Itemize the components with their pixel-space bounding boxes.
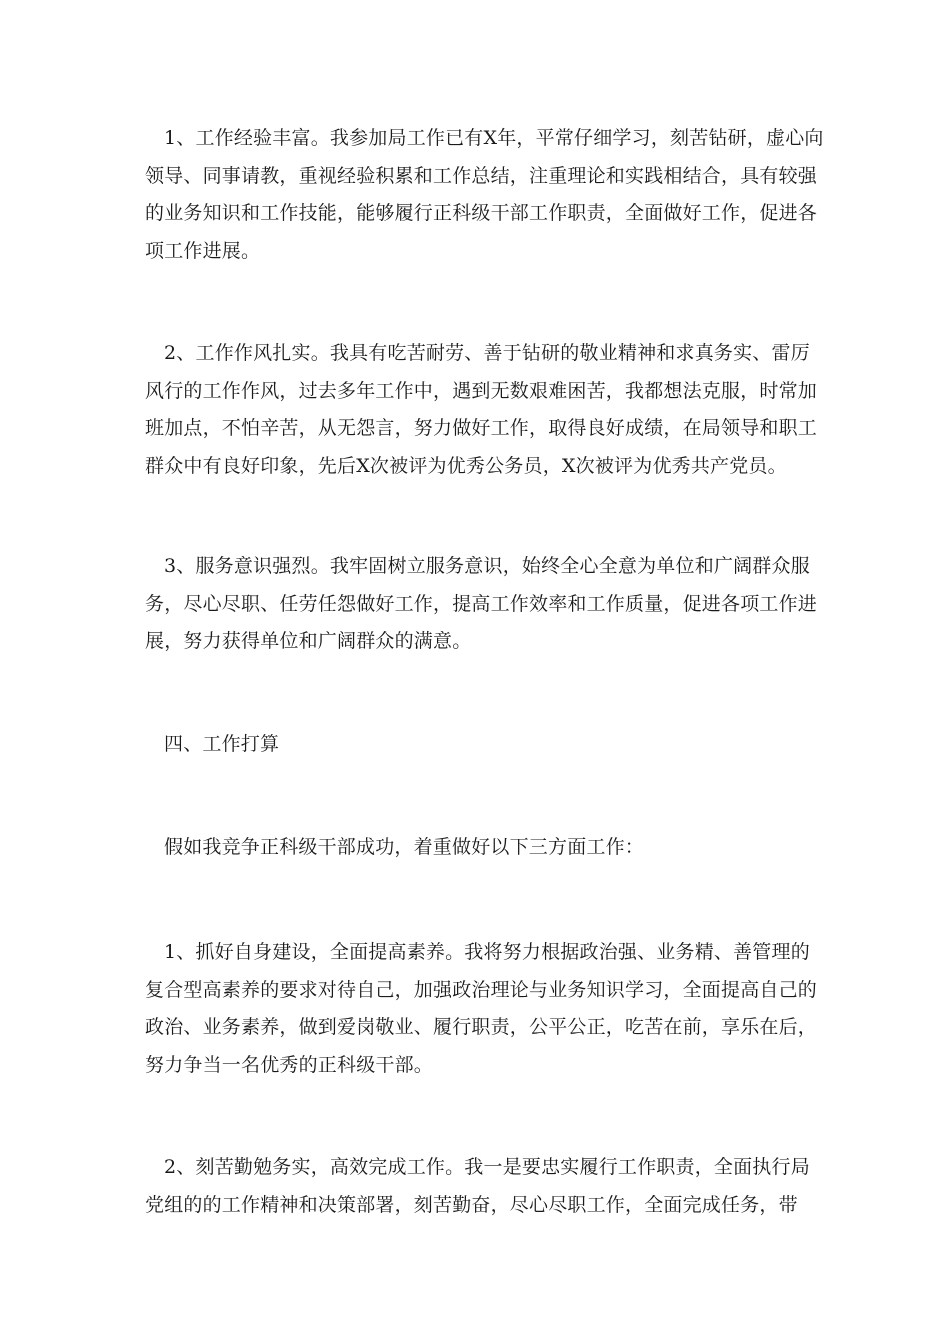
section-heading-work-plan: 四、工作打算 (164, 733, 280, 755)
paragraph-self-building: 1、抓好自身建设，全面提高素养。我将努力根据政治强、业务精、善管理的复合型高素养的要求对待自己，加强政治理论与业务知识学习，全面提高自己的政治、业务素养，做到爱岗敬业、履行职责，公平公正，吃苦在前，享乐在后，努力争当一名优秀的正科级干部。 (145, 941, 818, 1076)
paragraph-intro: 假如我竞争正科级干部成功，着重做好以下三方面工作： (164, 836, 645, 858)
paragraph-work-experience: 1、工作经验丰富。我参加局工作已有X年，平常仔细学习，刻苦钻研，虚心向领导、同事请教，重视经验积累和工作总结，注重理论和实践相结合，具有较强的业务知识和工作技能，能够履行正科级干部工作职责，全面做好工作，促进各项工作进展。 (145, 127, 824, 262)
paragraph-diligent-work: 2、刻苦勤勉务实，高效完成工作。我一是要忠实履行工作职责，全面执行局党组的的工作精神和决策部署，刻苦勤奋，尽心尽职工作，全面完成任务，带 (145, 1156, 810, 1216)
paragraph-service-awareness: 3、服务意识强烈。我牢固树立服务意识，始终全心全意为单位和广阔群众服务，尽心尽职、任劳任怨做好工作，提高工作效率和工作质量，促进各项工作进展，努力获得单位和广阔群众的满意。 (145, 555, 818, 652)
paragraph-work-style: 2、工作作风扎实。我具有吃苦耐劳、善于钻研的敬业精神和求真务实、雷厉风行的工作作风，过去多年工作中，遇到无数艰难困苦，我都想法克服，时常加班加点，不怕辛苦，从无怨言，努力做好工作，取得良好成绩，在局领导和职工群众中有良好印象，先后X次被评为优秀公务员，X次被评为优秀共产党员。 (145, 342, 818, 477)
